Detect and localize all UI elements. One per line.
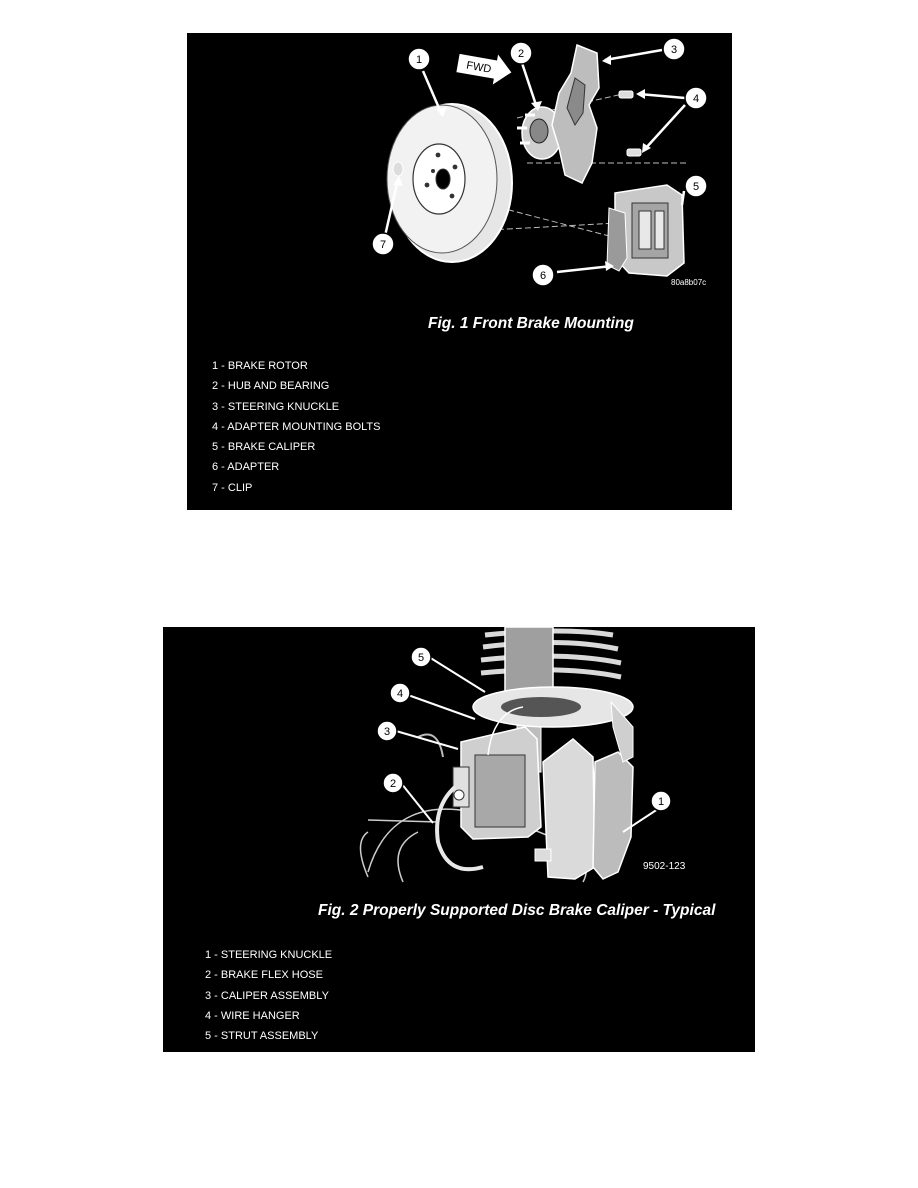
callout-4-label: 4 (396, 688, 404, 700)
figure-2-caption: Fig. 2 Properly Supported Disc Brake Caliper - Typical (318, 902, 716, 919)
legend-item: 5 - BRAKE CALIPER (212, 441, 316, 454)
legend-item: 4 - WIRE HANGER (205, 1009, 300, 1022)
callout-3-label: 3 (383, 726, 391, 738)
callout-1-label: 1 (657, 796, 665, 808)
callout-1-label: 1 (415, 54, 423, 66)
legend-item: 3 - CALIPER ASSEMBLY (205, 989, 329, 1002)
callout-6-label: 6 (539, 270, 547, 282)
callout-3-label: 3 (670, 44, 678, 56)
legend-item: 1 - STEERING KNUCKLE (205, 949, 333, 961)
legend-item: 4 - ADAPTER MOUNTING BOLTS (212, 420, 381, 433)
legend-item: 1 - BRAKE ROTOR (212, 360, 308, 372)
legend-item: 6 - ADAPTER (212, 461, 280, 474)
drawing-code: 80a8b07c (671, 278, 707, 287)
fwd-label: FWD (465, 59, 493, 76)
callout-4-label: 4 (692, 93, 700, 105)
legend-item: 5 - STRUT ASSEMBLY (205, 1030, 319, 1043)
legend-item: 2 - BRAKE FLEX HOSE (205, 969, 323, 982)
callout-5-label: 5 (692, 181, 700, 193)
figure-2-panel (163, 627, 755, 1052)
legend-item: 7 - CLIP (212, 481, 253, 494)
figure-1-caption: Fig. 1 Front Brake Mounting (428, 315, 634, 332)
callout-5-label: 5 (417, 652, 425, 664)
callout-2-label: 2 (517, 48, 525, 60)
callout-7-label: 7 (379, 239, 387, 251)
figure-1-panel (187, 33, 732, 510)
drawing-code: 9502-123 (643, 861, 686, 872)
figure-2-legend (205, 945, 332, 1046)
legend-item: 2 - HUB AND BEARING (212, 380, 330, 393)
figure-1-legend (212, 356, 381, 498)
legend-item: 3 - STEERING KNUCKLE (212, 400, 340, 413)
callout-2-label: 2 (389, 778, 397, 790)
